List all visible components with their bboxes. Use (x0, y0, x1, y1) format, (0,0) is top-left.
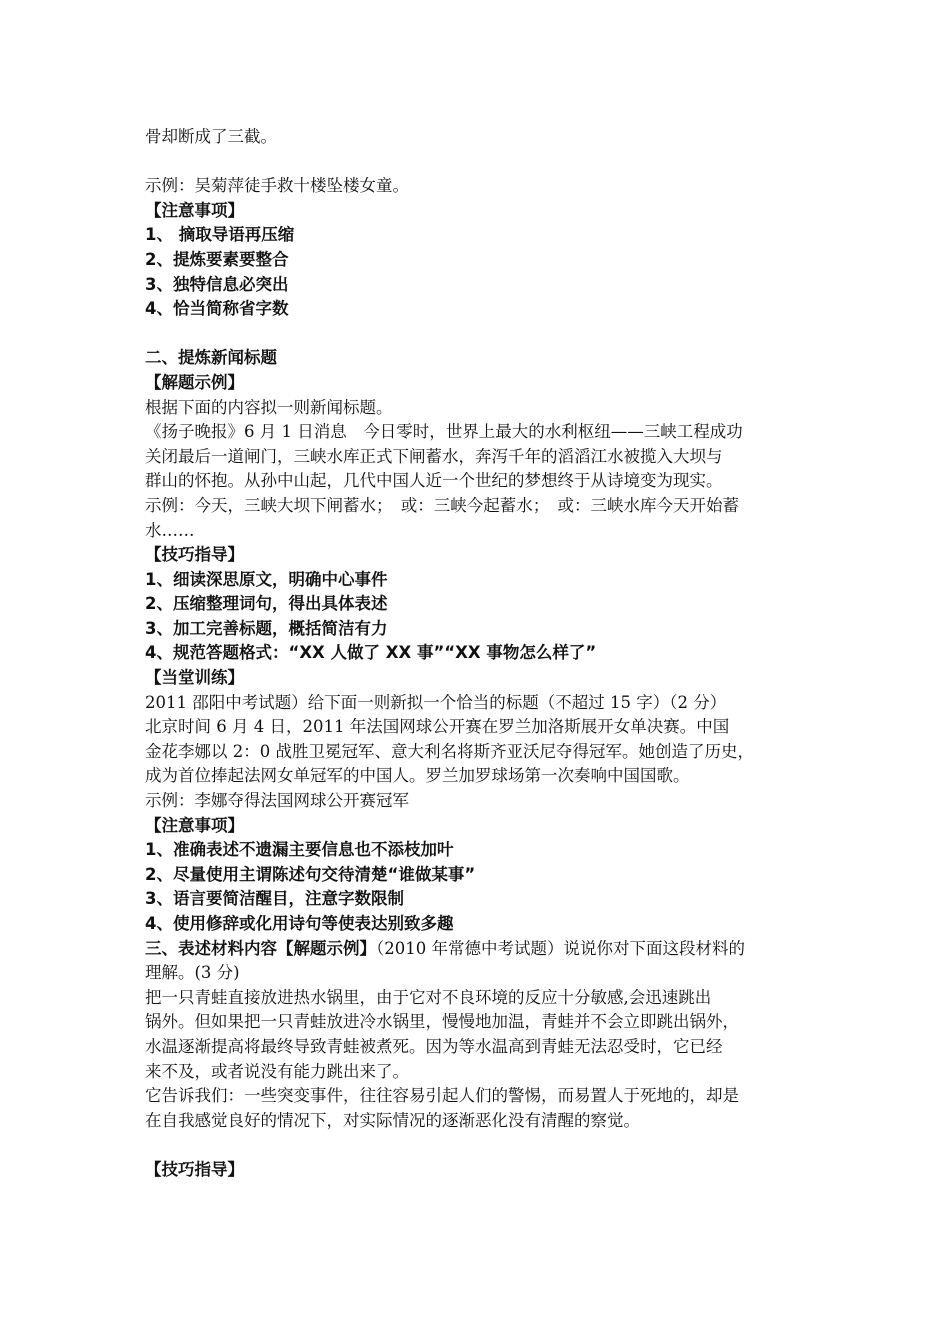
text-line: 北京时间 6 月 4 日，2011 年法国网球公开赛在罗兰加洛斯展开女单决赛。中国 (145, 717, 730, 737)
section-three-question: （2010 年常德中考试题）说说你对下面这段材料的 (376, 938, 745, 958)
text-line: 根据下面的内容拟一则新闻标题。 (145, 397, 393, 417)
heading-line: 【解题示例】 (145, 372, 244, 392)
text-line: 在自我感觉良好的情况下，对实际情况的逐渐恶化没有清醒的察觉。 (145, 1110, 640, 1130)
text-line: 锅外。但如果把一只青蛙放进冷水锅里，慢慢地加温，青蛙并不会立即跳出锅外， (145, 1012, 739, 1032)
text-block-part-2 (145, 961, 825, 1182)
heading-line: 4、使用修辞或化用诗句等使表达别致多趣 (145, 914, 454, 933)
document-page (145, 125, 825, 1183)
text-line: 关闭最后一道闸门，三峡水库正式下闸蓄水，奔泻千年的滔滔江水被揽入大坝与 (145, 446, 723, 466)
text-line: 水温逐渐提高将最终导致青蛙被煮死。因为等水温高到青蛙无法忍受时，它已经 (145, 1036, 723, 1056)
heading-line: 4、恰当简称省字数 (145, 299, 289, 319)
heading-line: 4、规范答题格式：“XX 人做了 XX 事”“XX 事物怎么样了” (145, 643, 597, 663)
text-line: 示例：李娜夺得法国网球公开赛冠军 (145, 791, 409, 811)
text-line: 来不及，或者说没有能力跳出来了。 (145, 1061, 409, 1081)
text-line (145, 322, 825, 347)
heading-line: 2、尽量使用主谓陈述句交待清楚“谁做某事” (145, 864, 476, 884)
text-line (145, 1133, 825, 1158)
text-line: 骨却断成了三截。 (145, 127, 277, 146)
text-line: 金花李娜以 2：0 战胜卫冕冠军、意大利名将斯齐亚沃尼夺得冠军。她创造了历史， (145, 741, 754, 761)
heading-line: 【技巧指导】 (145, 1159, 244, 1179)
text-line: 成为首位捧起法网女单冠军的中国人。罗兰加罗球场第一次奏响中国国歌。 (145, 766, 690, 786)
heading-line: 【当堂训练】 (145, 668, 244, 688)
heading-line: 2、提炼要素要整合 (145, 249, 289, 269)
heading-line: 3、语言要简洁醒目，注意字数限制 (145, 889, 404, 909)
text-line (145, 150, 825, 175)
heading-line: 1、细读深思原文，明确中心事件 (145, 569, 388, 589)
section-three-heading-line (145, 937, 825, 962)
text-line: 示例：吴菊萍徒手救十楼坠楼女童。 (145, 176, 409, 196)
heading-line: 【技巧指导】 (145, 545, 244, 565)
text-line: 把一只青蛙直接放进热水锅里，由于它对不良环境的反应十分敏感,会迅速跳出 (145, 987, 712, 1007)
heading-line: 【注意事项】 (145, 200, 244, 220)
section-three-heading: 三、表述材料内容【解题示例】 (145, 938, 376, 958)
text-block-part-1 (145, 125, 825, 937)
text-line: 2011 邵阳中考试题）给下面一则新拟一个恰当的标题（不超过 15 字）（2 分） (145, 692, 727, 712)
heading-line: 1、 摘取导语再压缩 (145, 225, 295, 245)
heading-line: 二、提炼新闻标题 (145, 348, 277, 368)
heading-line: 1、准确表述不遗漏主要信息也不添枝加叶 (145, 840, 454, 860)
heading-line: 3、独特信息必突出 (145, 274, 289, 294)
text-line: 理解。(3 分) (145, 963, 240, 983)
text-line: 水…… (145, 520, 195, 540)
text-line: 示例：今天，三峡大坝下闸蓄水； 或：三峡今起蓄水； 或：三峡水库今天开始蓄 (145, 495, 739, 515)
heading-line: 3、加工完善标题，概括简洁有力 (145, 618, 388, 638)
text-line: 它告诉我们：一些突变事件，往往容易引起人们的警惕，而易置人于死地的，却是 (145, 1086, 739, 1106)
text-line: 《扬子晚报》6 月 1 日消息 今日零时，世界上最大的水利枢纽——三峡工程成功 (145, 422, 743, 442)
text-line: 群山的怀抱。从孙中山起，几代中国人近一个世纪的梦想终于从诗境变为现实。 (145, 471, 723, 491)
heading-line: 2、压缩整理词句，得出具体表述 (145, 594, 388, 614)
heading-line: 【注意事项】 (145, 815, 244, 835)
